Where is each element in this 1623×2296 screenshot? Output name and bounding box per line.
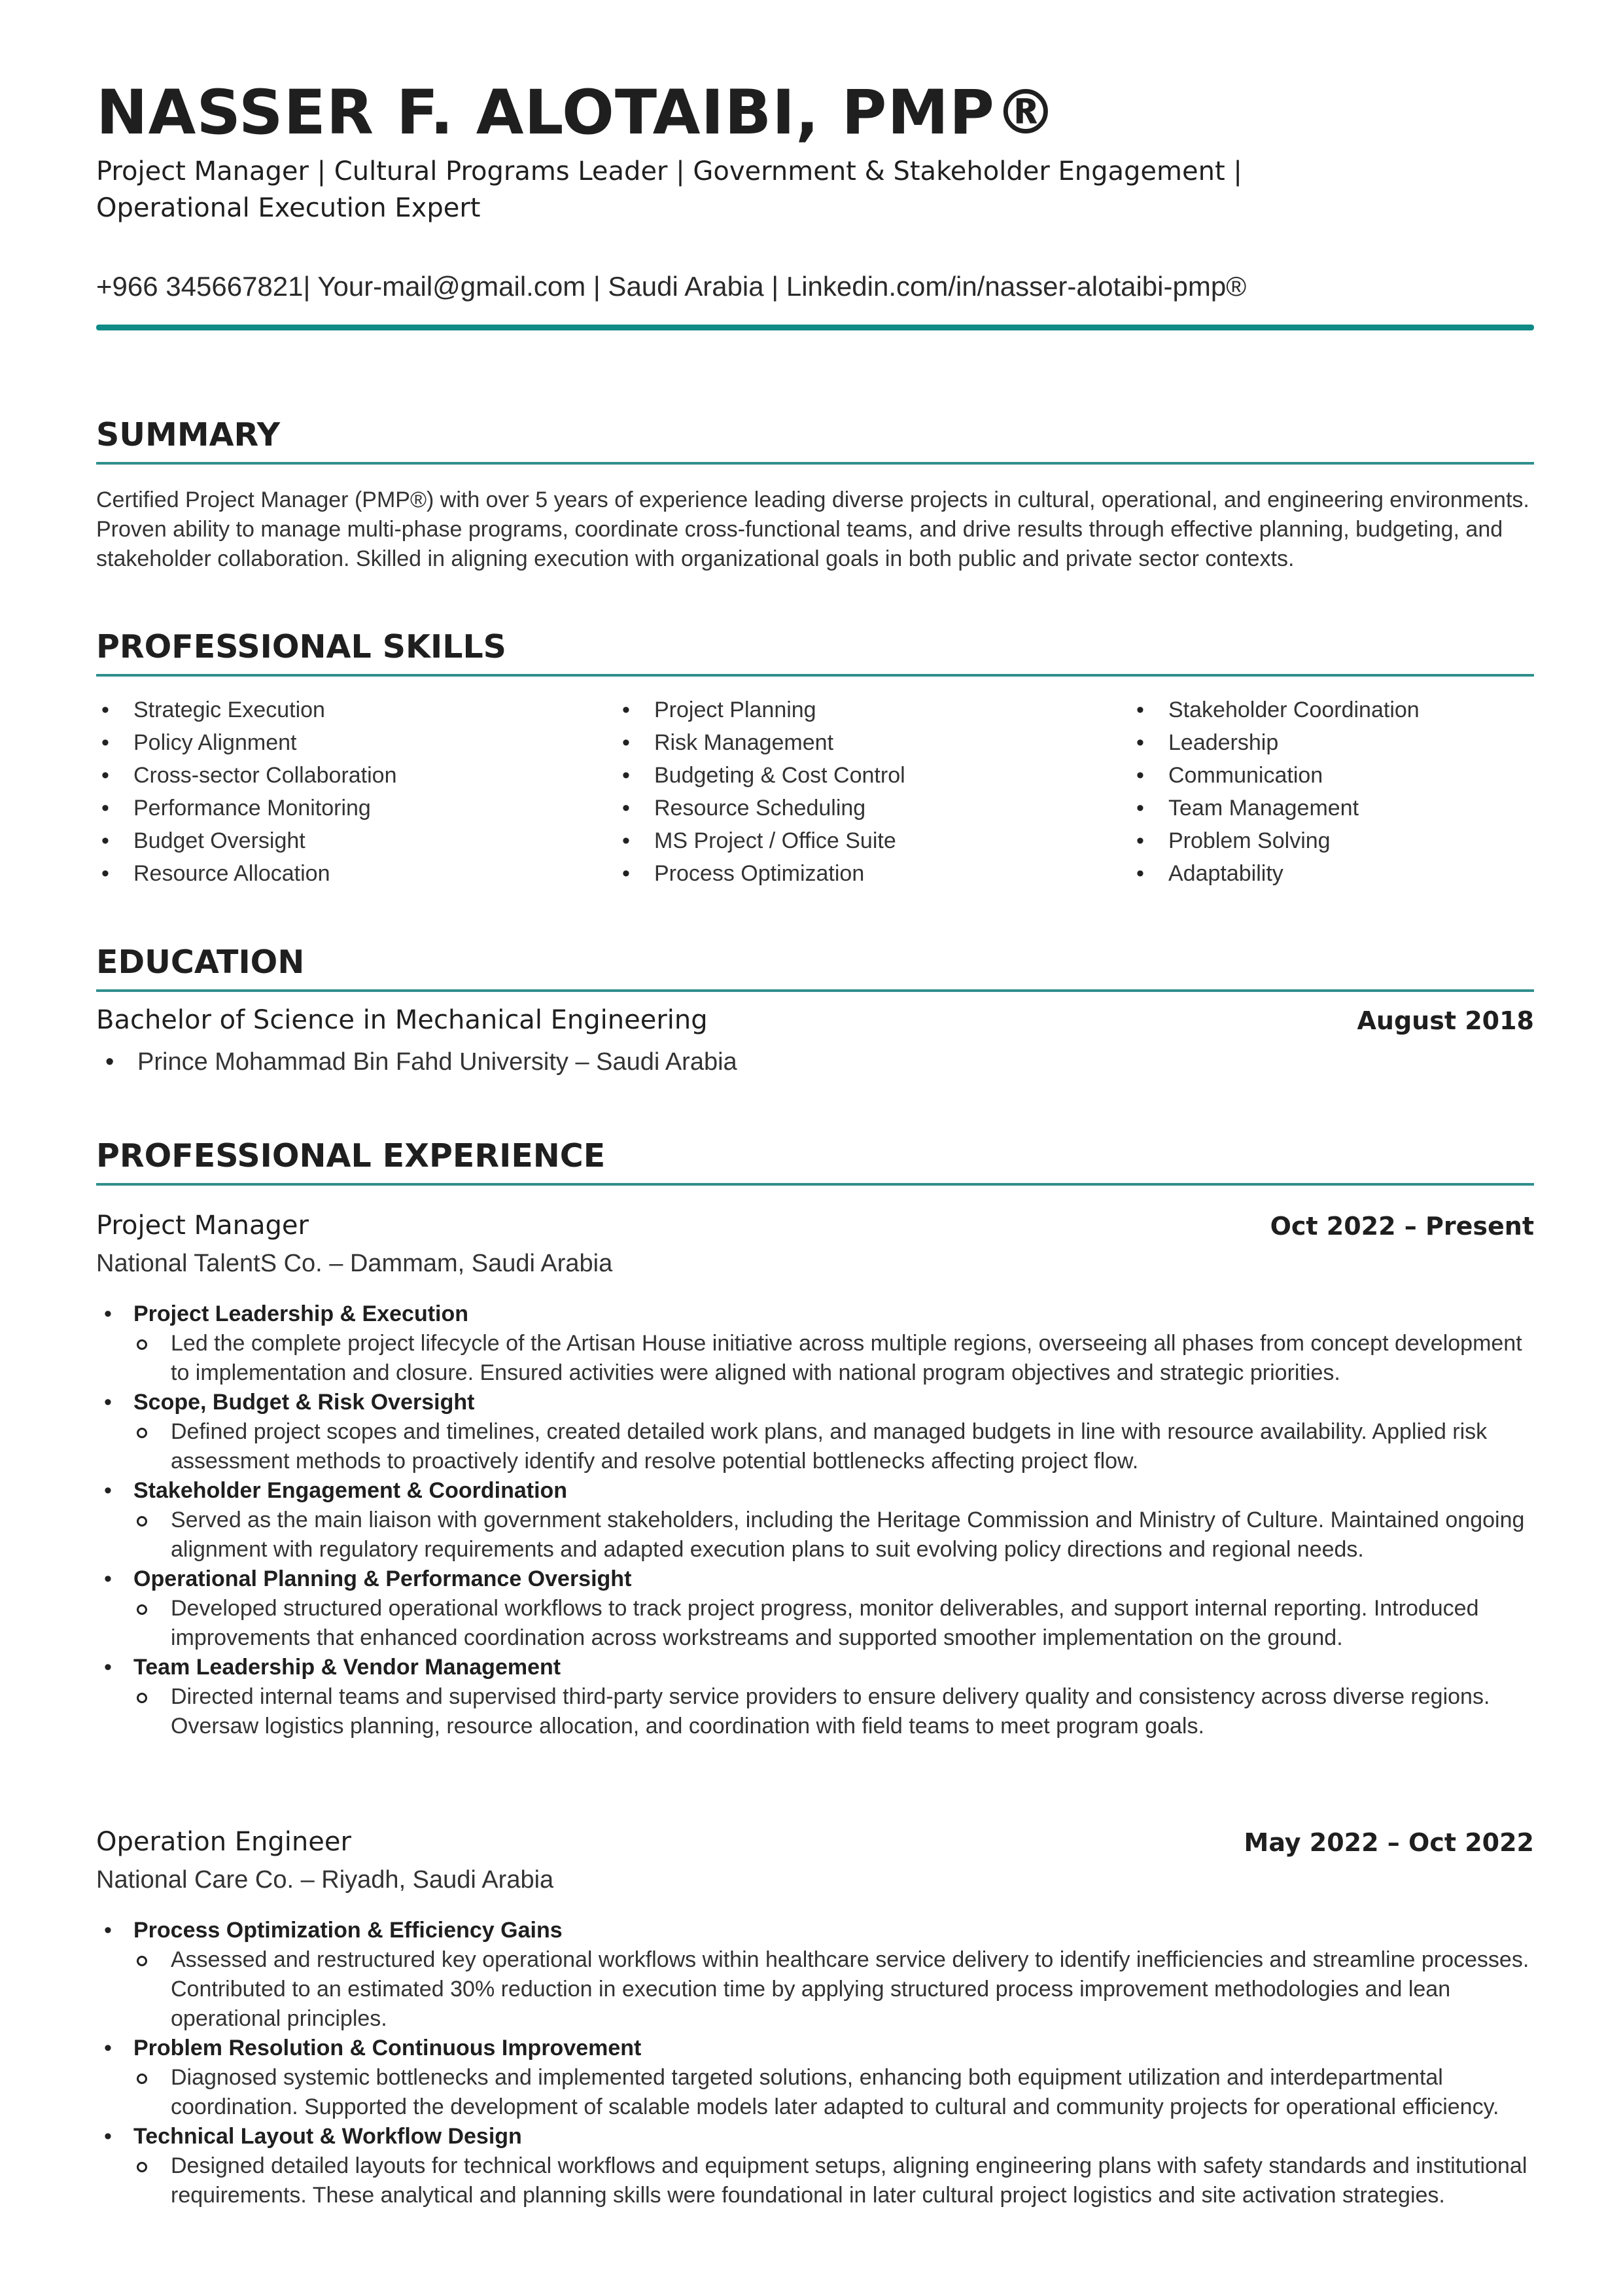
bullet-heading: • Scope, Budget & Risk Oversight: [133, 1390, 475, 1415]
job-organization: National Care Co. – Riyadh, Saudi Arabia: [96, 1866, 554, 1894]
skill-item: • Budgeting & Cost Control: [617, 759, 905, 792]
skill-item: • Performance Monitoring: [96, 792, 397, 824]
bullet-detail: Diagnosed systemic bottlenecks and implemented targeted solutions, enhancing both equipment utilization and interdepartmental coordination. Supported the development of scalable models later adapted to cultural and community projects for operational efficiency.: [133, 2063, 1534, 2122]
bullet-heading: • Stakeholder Engagement & Coordination: [133, 1478, 568, 1503]
bullet-heading: • Operational Planning & Performance Oversight: [133, 1566, 632, 1591]
job-bullet: [96, 1916, 1534, 2034]
skill-item: • Strategic Execution: [96, 694, 397, 726]
summary-divider: [96, 462, 1534, 465]
graduation-date: August 2018: [1357, 1006, 1534, 1035]
job-bullets: [96, 1299, 1534, 1741]
skill-item: • Project Planning: [617, 694, 905, 726]
experience-heading: PROFESSIONAL EXPERIENCE: [96, 1137, 606, 1174]
job-bullet: [96, 1299, 1534, 1388]
skills-column-1: [96, 694, 397, 890]
candidate-name: NASSER F. ALOTAIBI, PMP®: [96, 77, 1057, 149]
skill-item: • Stakeholder Coordination: [1131, 694, 1420, 726]
education-divider: [96, 989, 1534, 992]
skill-item: • MS Project / Office Suite: [617, 824, 905, 857]
school-name: • Prince Mohammad Bin Fahd University – Saudi Arabia: [96, 1048, 737, 1076]
summary-text: Certified Project Manager (PMP®) with over 5 years of experience leading diverse projects in cultural, operational, and engineering environments. Proven ability to manage multi-phase programs, coordinate cross-functional teams, and drive results through effective planning, budgeting, and stakeholder collaboration. Skilled in aligning execution with organizational goals in both public and private sector contexts.: [96, 487, 1529, 571]
skill-item: • Budget Oversight: [96, 824, 397, 857]
job-title: Project Manager: [96, 1210, 309, 1241]
skill-item: • Process Optimization: [617, 857, 905, 890]
bullet-detail: Led the complete project lifecycle of the Artisan House initiative across multiple regions, overseeing all phases from concept development to implementation and closure. Ensured activities were aligned with national program objectives and strategic priorities.: [133, 1329, 1534, 1388]
bullet-detail: Developed structured operational workflows to track project progress, monitor deliverables, and support internal reporting. Introduced improvements that enhanced coordination across workstreams and supported smoother implementation on the ground.: [133, 1594, 1534, 1653]
skills-heading: PROFESSIONAL SKILLS: [96, 628, 506, 665]
skill-item: • Policy Alignment: [96, 726, 397, 759]
header-divider: [96, 325, 1534, 330]
job-organization: National TalentS Co. – Dammam, Saudi Arabia: [96, 1250, 613, 1277]
experience-divider: [96, 1183, 1534, 1186]
skill-item: • Communication: [1131, 759, 1420, 792]
bullet-heading: • Project Leadership & Execution: [133, 1301, 469, 1326]
bullet-detail: Designed detailed layouts for technical workflows and equipment setups, aligning engineering plans with safety standards and institutional requirements. These analytical and planning skills were foundational in later cultural project logistics and site activation strategies.: [133, 2151, 1534, 2210]
skills-divider: [96, 674, 1534, 677]
summary-heading: SUMMARY: [96, 416, 281, 453]
degree-title: Bachelor of Science in Mechanical Engineering: [96, 1005, 708, 1035]
job-title: Operation Engineer: [96, 1827, 351, 1857]
job-bullet: [96, 2034, 1534, 2122]
skill-item: • Resource Scheduling: [617, 792, 905, 824]
job-bullet: [96, 1653, 1534, 1741]
bullet-heading: • Technical Layout & Workflow Design: [133, 2124, 522, 2149]
bullet-heading: • Problem Resolution & Continuous Improvement: [133, 2036, 642, 2060]
contact-line: +966 345667821| Your-mail@gmail.com | Saudi Arabia | Linkedin.com/in/nasser-alotaibi-pmp®: [96, 271, 1247, 302]
skill-item: • Resource Allocation: [96, 857, 397, 890]
skill-item: • Risk Management: [617, 726, 905, 759]
job-bullet: [96, 1388, 1534, 1476]
skill-item: • Team Management: [1131, 792, 1420, 824]
education-heading: EDUCATION: [96, 944, 305, 981]
job-bullets: [96, 1916, 1534, 2210]
bullet-heading: • Team Leadership & Vendor Management: [133, 1655, 561, 1680]
job-bullet: [96, 2122, 1534, 2210]
bullet-detail: Defined project scopes and timelines, created detailed work plans, and managed budgets in line with resource availability. Applied risk assessment methods to proactively identify and resolve potential bottlenecks affecting project flow.: [133, 1417, 1534, 1476]
bullet-heading: • Process Optimization & Efficiency Gains: [133, 1918, 563, 1943]
skill-item: • Cross-sector Collaboration: [96, 759, 397, 792]
job-bullet: [96, 1476, 1534, 1564]
job-dates: Oct 2022 – Present: [1270, 1212, 1534, 1241]
job-dates: May 2022 – Oct 2022: [1244, 1828, 1534, 1857]
skill-item: • Problem Solving: [1131, 824, 1420, 857]
bullet-detail: Directed internal teams and supervised third-party service providers to ensure delivery quality and consistency across diverse regions. Oversaw logistics planning, resource allocation, and coordination with field teams to meet program goals.: [133, 1682, 1534, 1741]
skill-item: • Adaptability: [1131, 857, 1420, 890]
skills-column-3: [1131, 694, 1420, 890]
bullet-detail: Served as the main liaison with government stakeholders, including the Heritage Commission and Ministry of Culture. Maintained ongoing alignment with regulatory requirements and adapted execution plans to suit evolving policy directions and regional needs.: [133, 1506, 1534, 1564]
job-bullet: [96, 1564, 1534, 1653]
bullet-detail: Assessed and restructured key operational workflows within healthcare service delivery to identify inefficiencies and streamline processes. Contributed to an estimated 30% reduction in execution time by applying structured process improvement methodologies and lean operational principles.: [133, 1945, 1534, 2034]
skills-column-2: [617, 694, 905, 890]
skill-item: • Leadership: [1131, 726, 1420, 759]
professional-headline: Project Manager | Cultural Programs Leader | Government & Stakeholder Engagement | Operational Execution Expert: [96, 156, 1242, 223]
